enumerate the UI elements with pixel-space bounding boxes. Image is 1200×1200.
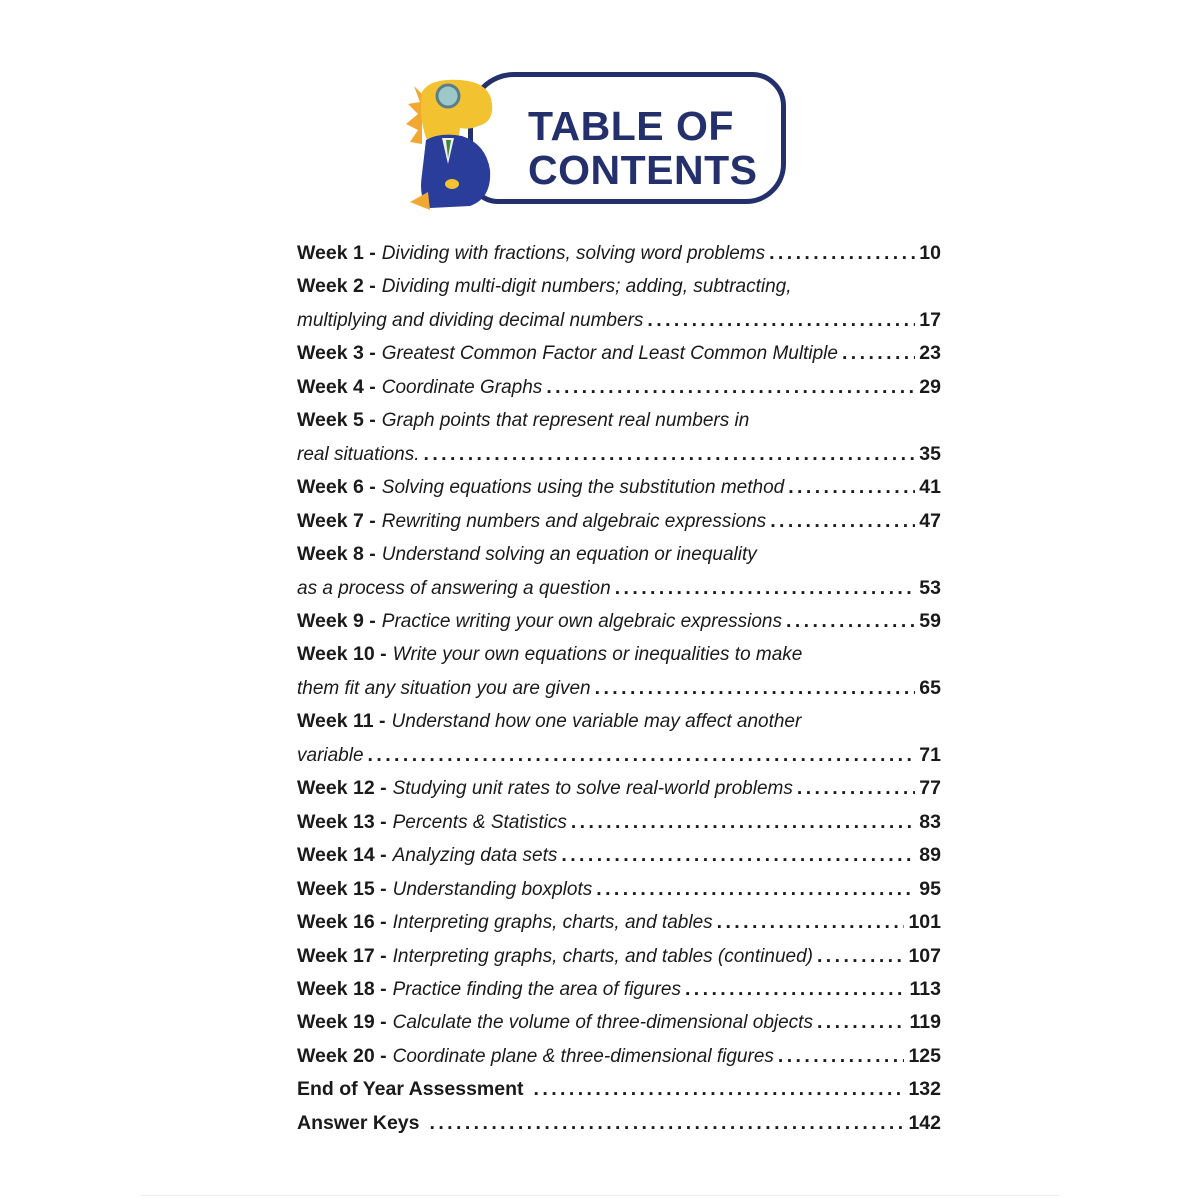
dot-leader: [534, 1073, 905, 1106]
page-number: 132: [908, 1078, 941, 1101]
entry-label: Week 17 -: [297, 944, 387, 967]
dot-leader: [817, 940, 904, 973]
toc-entry: [297, 1040, 941, 1073]
toc-entry: [297, 873, 941, 906]
page-number: 59: [919, 609, 941, 632]
dot-leader: [571, 806, 915, 839]
entry-label: Week 11 -: [297, 710, 386, 733]
toc-entry: [297, 1107, 941, 1140]
entry-title: Understand how one variable may affect another: [391, 711, 802, 733]
toc-entry: [297, 1073, 941, 1106]
entry-label: Week 18 -: [297, 977, 387, 1000]
toc-entry: [297, 638, 941, 671]
dinosaur-mascot-icon: [400, 74, 510, 212]
toc-entry: [297, 505, 941, 538]
entry-label: End of Year Assessment: [297, 1078, 524, 1101]
dot-leader: [797, 772, 915, 805]
entry-title: Percents & Statistics: [392, 811, 567, 833]
title-line-1: TABLE OF: [528, 103, 734, 149]
toc-entry: [297, 404, 941, 437]
toc-entry: [297, 605, 941, 638]
dot-leader: [615, 572, 916, 605]
page-number: 95: [919, 877, 941, 900]
dot-leader: [817, 1006, 906, 1039]
toc-entry: [297, 1006, 941, 1039]
entry-label: Week 12 -: [297, 777, 387, 800]
toc-entry: [297, 906, 941, 939]
entry-label: Week 16 -: [297, 911, 387, 934]
dot-leader: [424, 438, 916, 471]
toc-entry: [297, 839, 941, 872]
dot-leader: [595, 672, 916, 705]
entry-title: Write your own equations or inequalities to make: [392, 644, 803, 666]
toc-entry: [297, 337, 941, 370]
page-number: 101: [908, 911, 941, 934]
entry-title: Rewriting numbers and algebraic expressions: [381, 510, 767, 532]
dot-leader: [717, 906, 905, 939]
toc-entry: [297, 538, 941, 571]
page-title: [528, 104, 768, 192]
toc-entry: [297, 572, 941, 605]
page-number: 113: [909, 977, 941, 1000]
entry-title: Graph points that represent real numbers in: [381, 410, 750, 432]
entry-title: Coordinate plane & three-dimensional figures: [392, 1045, 774, 1067]
entry-title: Studying unit rates to solve real-world problems: [392, 778, 793, 800]
page-number: 65: [919, 676, 941, 699]
entry-label: Week 10 -: [297, 643, 387, 666]
toc-entry: [297, 672, 941, 705]
entry-title: variable: [297, 744, 364, 766]
dot-leader: [778, 1040, 905, 1073]
toc-entry: [297, 304, 941, 337]
title-line-2: CONTENTS: [528, 147, 758, 193]
page-number: 35: [919, 442, 941, 465]
entry-title: multiplying and dividing decimal numbers: [297, 309, 644, 331]
entry-label: Week 13 -: [297, 810, 387, 833]
page-number: 71: [919, 743, 941, 766]
toc-entry: [297, 973, 941, 1006]
entry-title: Coordinate Graphs: [381, 376, 543, 398]
dot-leader: [770, 505, 915, 538]
dot-leader: [647, 304, 915, 337]
page-number: 125: [908, 1044, 941, 1067]
dot-leader: [769, 237, 915, 270]
toc-header: [400, 66, 795, 211]
page-number: 17: [919, 308, 941, 331]
entry-label: Week 8 -: [297, 543, 376, 566]
entry-title: Practice writing your own algebraic expressions: [381, 610, 782, 632]
page-number: 77: [919, 777, 941, 800]
table-of-contents-list: [297, 237, 941, 1140]
entry-label: Week 19 -: [297, 1011, 387, 1034]
entry-title: Analyzing data sets: [392, 845, 558, 867]
entry-label: Week 15 -: [297, 877, 387, 900]
page-number: 83: [919, 810, 941, 833]
dot-leader: [842, 337, 915, 370]
entry-title: Calculate the volume of three-dimensional objects: [392, 1012, 813, 1034]
dot-leader: [596, 873, 915, 906]
page-edge: [140, 1195, 1060, 1196]
entry-label: Week 5 -: [297, 409, 376, 432]
toc-entry: [297, 739, 941, 772]
entry-title: Understand solving an equation or inequality: [381, 544, 757, 566]
entry-label: Week 9 -: [297, 609, 376, 632]
entry-label: Week 2 -: [297, 275, 376, 298]
entry-label: Week 4 -: [297, 375, 376, 398]
dot-leader: [685, 973, 906, 1006]
entry-title: Greatest Common Factor and Least Common Multiple: [381, 343, 838, 365]
toc-entry: [297, 705, 941, 738]
entry-label: Week 20 -: [297, 1044, 387, 1067]
entry-label: Week 14 -: [297, 844, 387, 867]
toc-entry: [297, 471, 941, 504]
entry-title: Dividing with fractions, solving word problems: [381, 243, 766, 264]
page-number: 23: [919, 342, 941, 365]
dot-leader: [429, 1107, 904, 1140]
toc-entry: [297, 237, 941, 270]
toc-entry: [297, 772, 941, 805]
entry-title: as a process of answering a question: [297, 577, 611, 599]
page-number: 10: [919, 242, 941, 264]
toc-entry: [297, 806, 941, 839]
dot-leader: [788, 471, 915, 504]
entry-title: Interpreting graphs, charts, and tables: [392, 912, 713, 934]
dot-leader: [786, 605, 915, 638]
dot-leader: [561, 839, 915, 872]
page-number: 119: [909, 1011, 941, 1034]
entry-label: Week 3 -: [297, 342, 376, 365]
page-number: 47: [919, 509, 941, 532]
entry-title: Practice finding the area of figures: [392, 978, 681, 1000]
entry-label: Answer Keys: [297, 1111, 420, 1134]
entry-label: Week 7 -: [297, 509, 376, 532]
page-number: 142: [908, 1111, 941, 1134]
entry-title: Solving equations using the substitution method: [381, 477, 785, 499]
entry-label: Week 1 -: [297, 242, 376, 264]
page-number: 53: [919, 576, 941, 599]
page-number: 41: [919, 476, 941, 499]
toc-entry: [297, 940, 941, 973]
toc-entry: [297, 270, 941, 303]
page-number: 29: [919, 375, 941, 398]
toc-entry: [297, 438, 941, 471]
entry-title: them fit any situation you are given: [297, 677, 591, 699]
entry-label: Week 6 -: [297, 476, 376, 499]
entry-title: Understanding boxplots: [392, 878, 593, 900]
page-number: 89: [919, 844, 941, 867]
dot-leader: [546, 371, 915, 404]
page-number: 107: [908, 944, 941, 967]
entry-title: real situations.: [297, 443, 420, 465]
entry-title: Dividing multi-digit numbers; adding, subtracting,: [381, 276, 792, 298]
dot-leader: [368, 739, 916, 772]
entry-title: Interpreting graphs, charts, and tables (continued): [392, 945, 813, 967]
toc-entry: [297, 371, 941, 404]
